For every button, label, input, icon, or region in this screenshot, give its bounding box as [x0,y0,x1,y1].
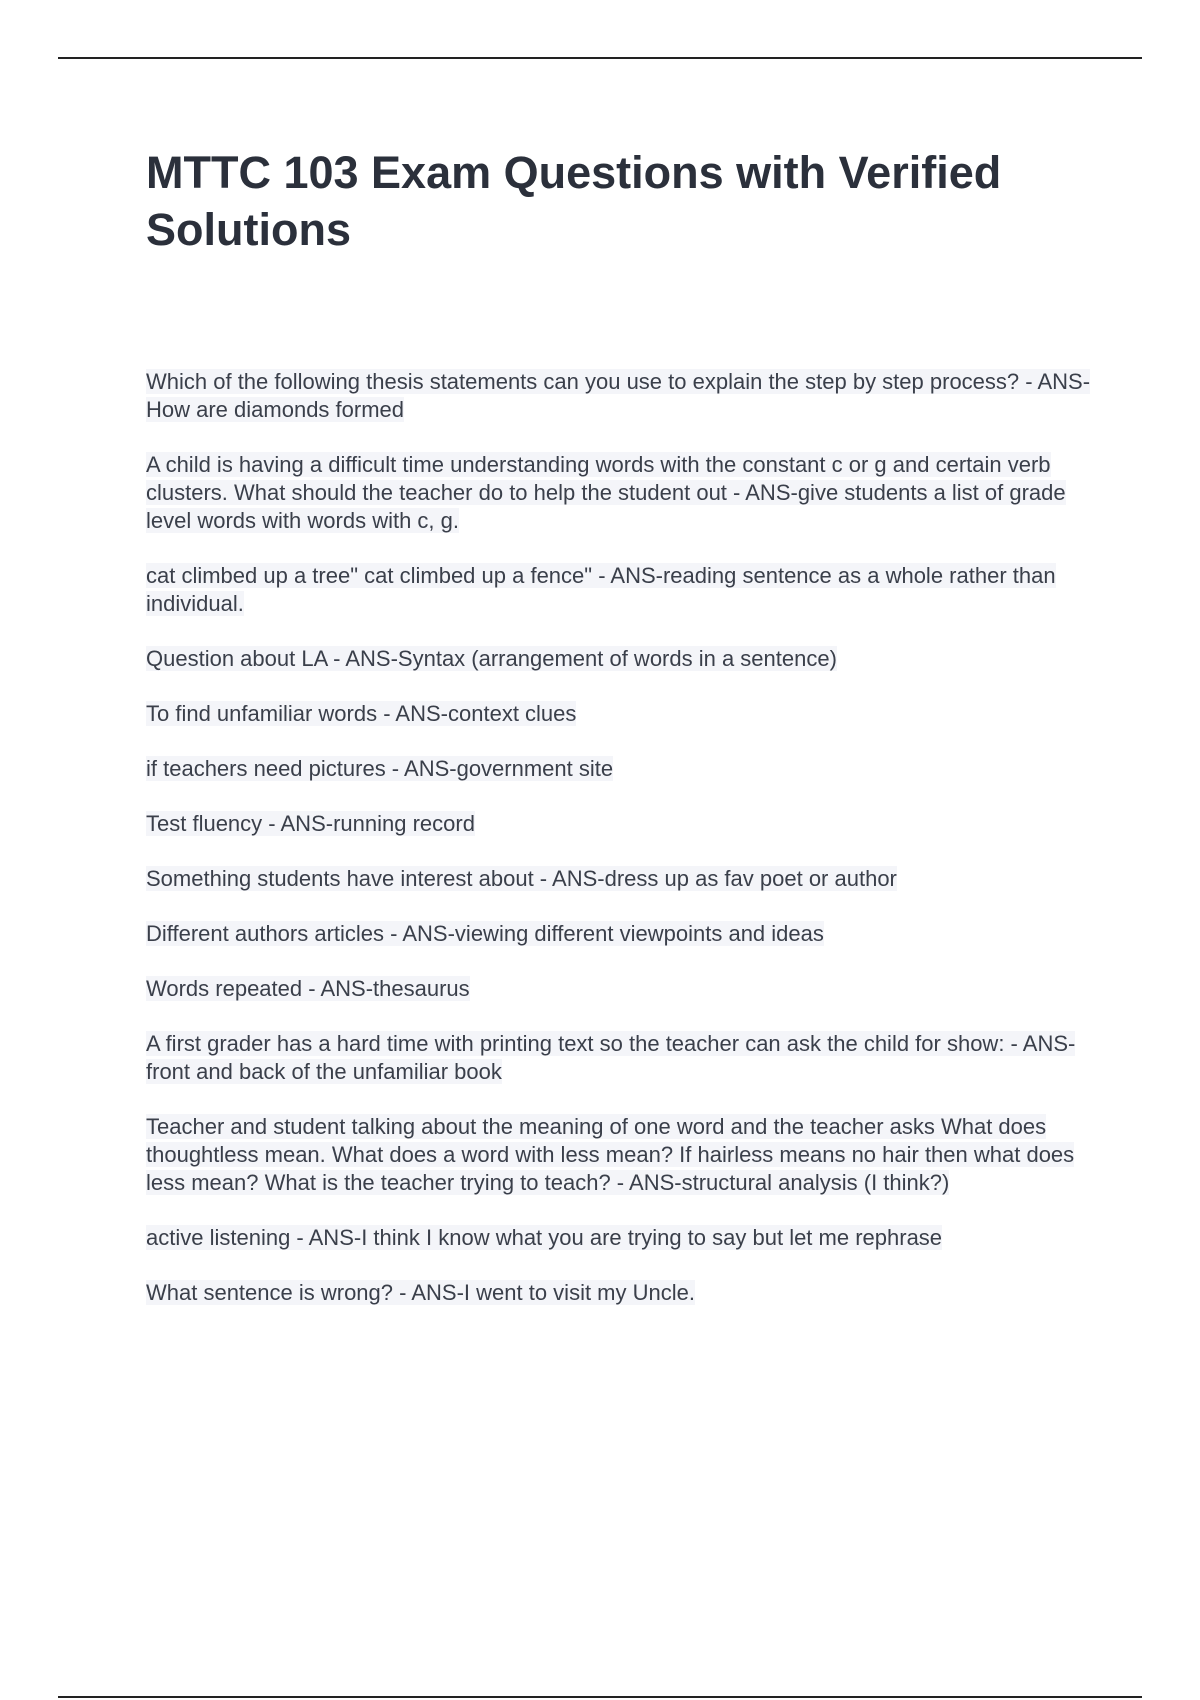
qa-text: cat climbed up a tree" cat climbed up a fence" - ANS-reading sentence as a whole rather than individual. [146,563,1056,616]
qa-item [146,1224,1096,1252]
qa-text: active listening - ANS-I think I know what you are trying to say but let me rephrase [146,1225,943,1250]
qa-item [146,451,1096,535]
qa-list [146,368,1096,1334]
top-divider [58,57,1142,59]
qa-text: Question about LA - ANS-Syntax (arrangement of words in a sentence) [146,646,837,671]
qa-text: if teachers need pictures - ANS-government site [146,756,614,781]
qa-text: To find unfamiliar words - ANS-context clues [146,701,577,726]
qa-item [146,1279,1096,1307]
qa-text: Different authors articles - ANS-viewing different viewpoints and ideas [146,921,824,946]
qa-text: A child is having a difficult time understanding words with the constant c or g and certain verb clusters. What should the teacher do to help the student out - ANS-give students a list of grade level words with words with c, g. [146,452,1066,533]
qa-item [146,1030,1096,1086]
qa-item [146,562,1096,618]
qa-item [146,368,1096,424]
qa-item [146,810,1096,838]
qa-item [146,865,1096,893]
qa-item [146,1113,1096,1197]
qa-text: Test fluency - ANS-running record [146,811,475,836]
qa-text: Which of the following thesis statements can you use to explain the step by step process? - ANS-How are diamonds formed [146,369,1091,422]
qa-text: Words repeated - ANS-thesaurus [146,976,470,1001]
qa-item [146,755,1096,783]
qa-item [146,700,1096,728]
qa-item [146,920,1096,948]
document-title: MTTC 103 Exam Questions with Verified Solutions [146,147,1002,255]
qa-text: Something students have interest about - ANS-dress up as fav poet or author [146,866,897,891]
qa-text: What sentence is wrong? - ANS-I went to visit my Uncle. [146,1280,695,1305]
qa-text: A first grader has a hard time with printing text so the teacher can ask the child for show: - ANS-front and back of the unfamiliar book [146,1031,1076,1084]
qa-item [146,975,1096,1003]
bottom-divider [58,1696,1142,1698]
qa-text: Teacher and student talking about the meaning of one word and the teacher asks What does thoughtless mean. What does a word with less mean? If hairless means no hair then what does less mean? What is the teacher trying to teach? - ANS-structural analysis (I think?) [146,1114,1075,1195]
qa-item [146,645,1096,673]
